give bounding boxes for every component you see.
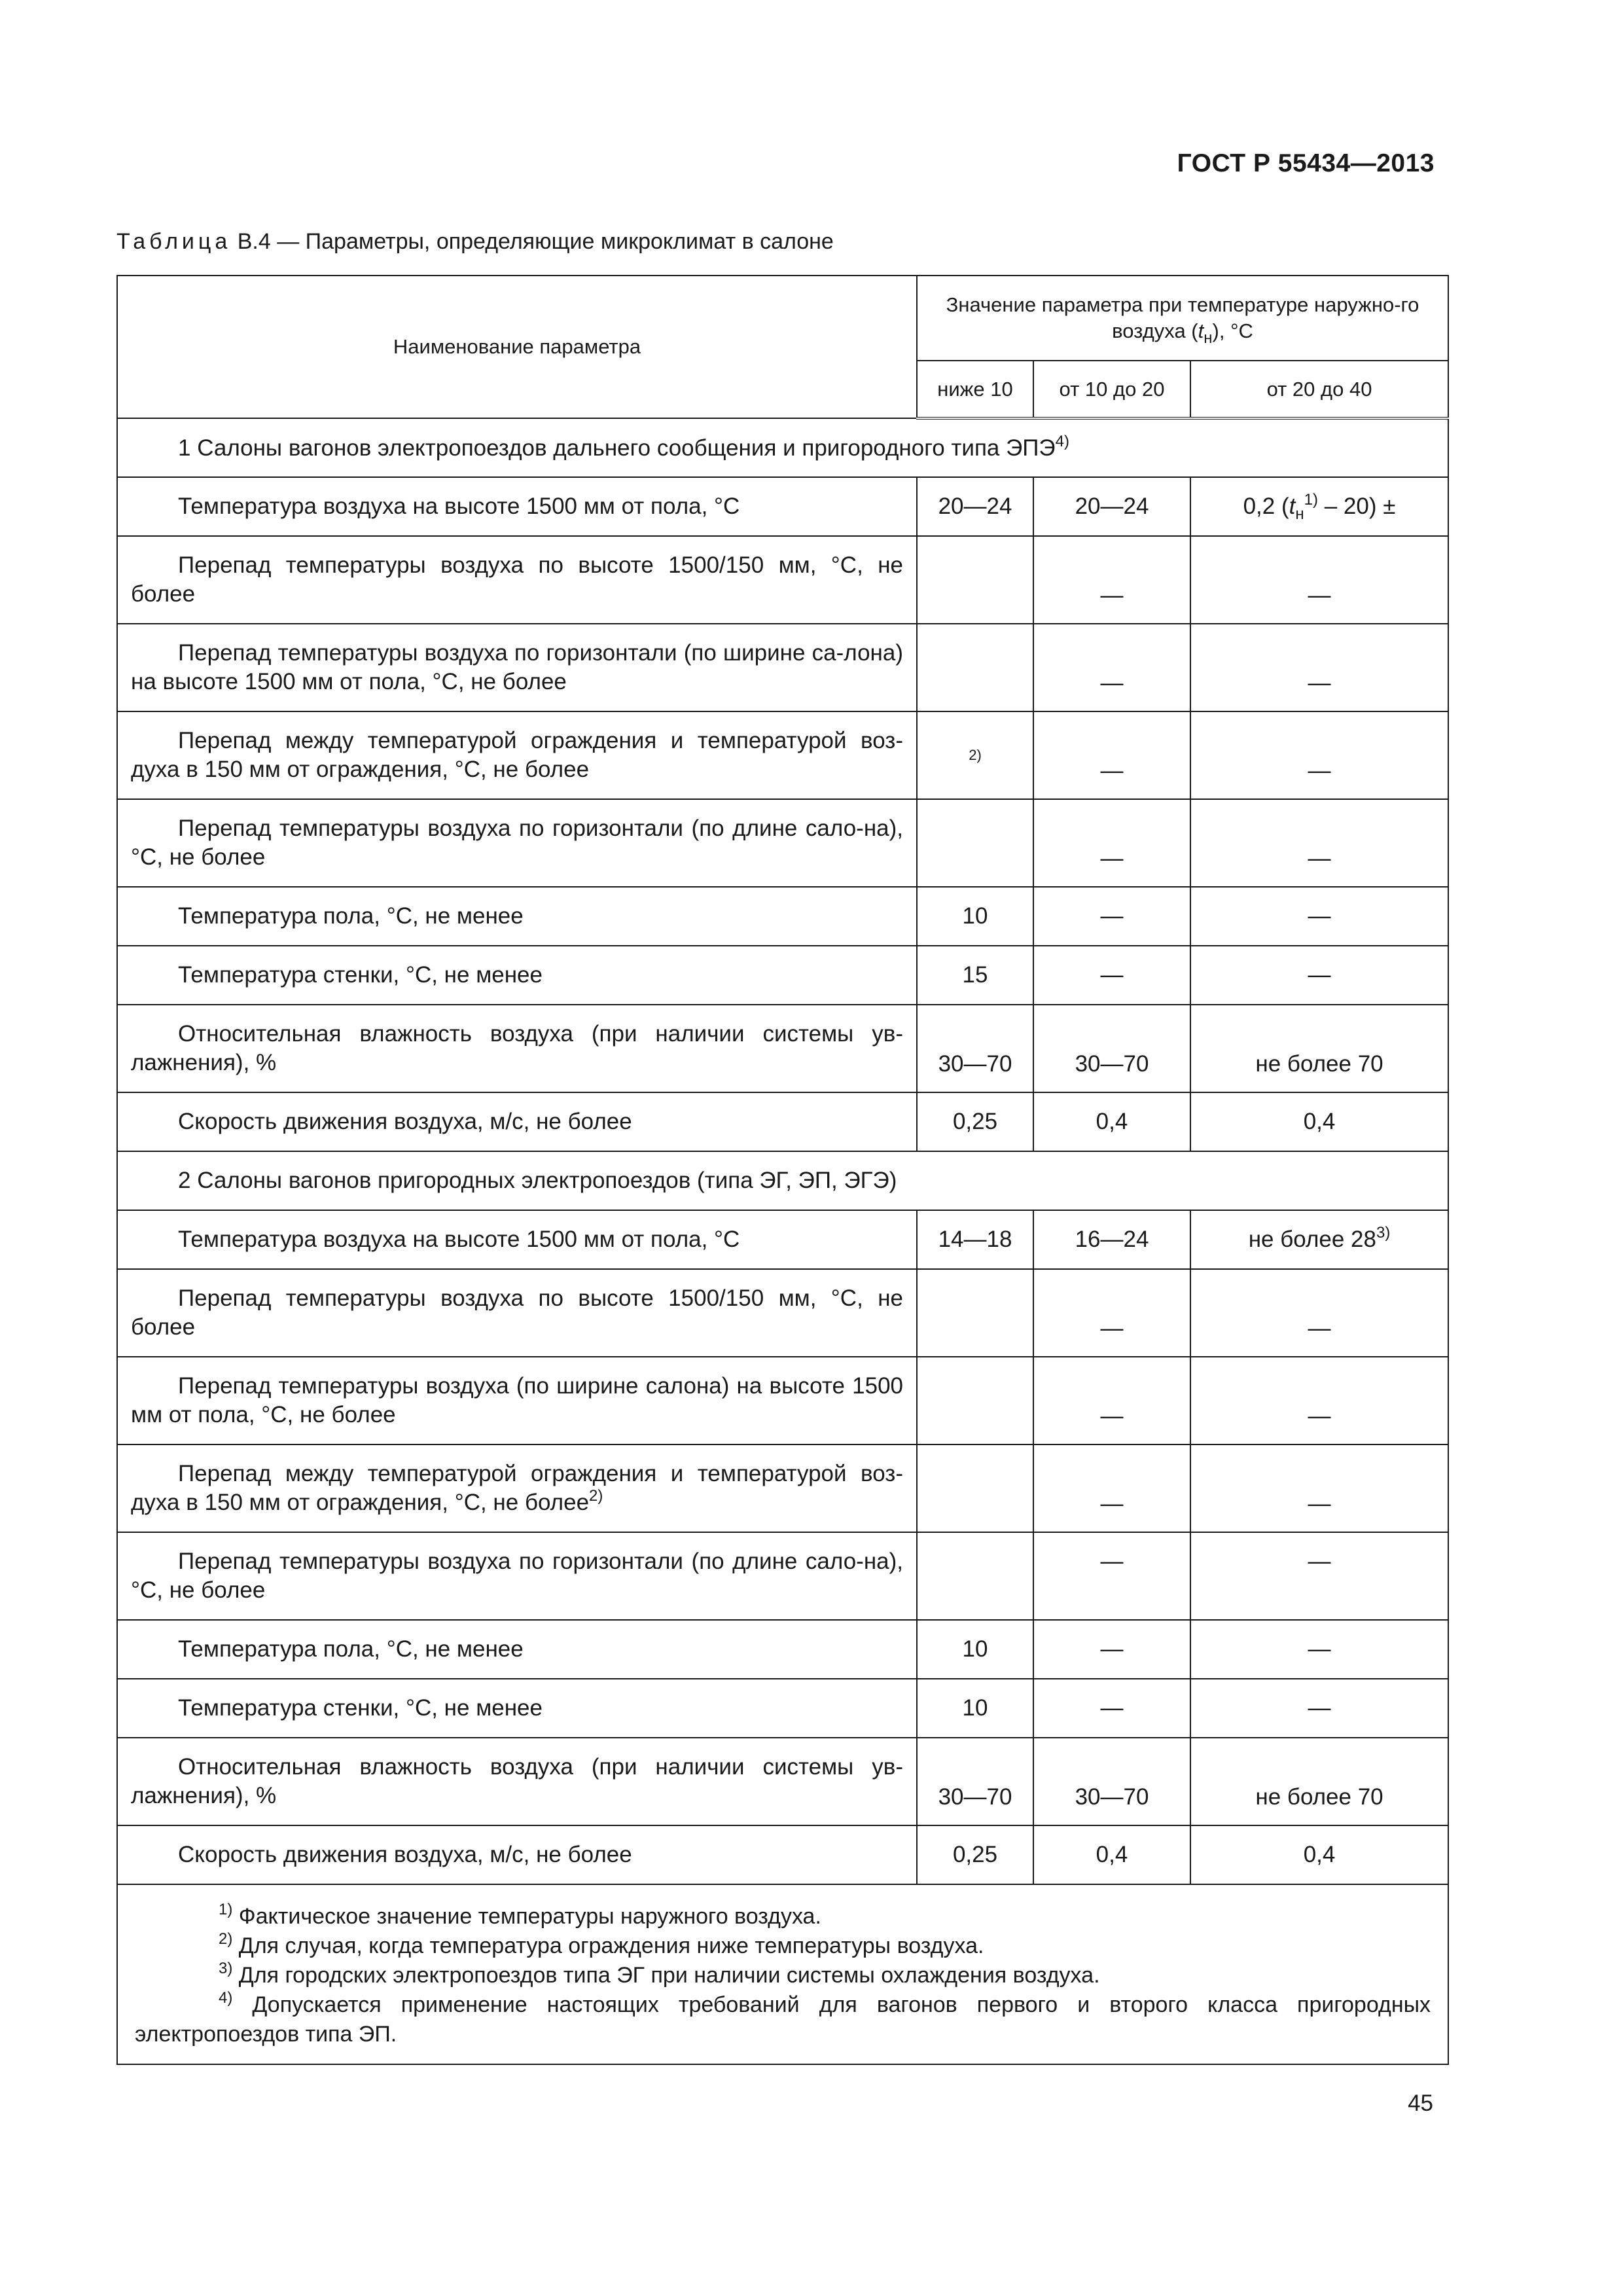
- table-row: [117, 1005, 1448, 1092]
- value-20-40: 0,4: [1190, 1825, 1448, 1884]
- value-10-20: 0,4: [1033, 1825, 1190, 1884]
- value-10-20: —: [1033, 1679, 1190, 1738]
- parameter-name: Перепад температуры воздуха по горизонтали (по длине сало-на), °С, не более: [117, 1532, 917, 1620]
- value-10-20: 0,4: [1033, 1092, 1190, 1151]
- value-below-10: 15: [917, 946, 1033, 1005]
- value-10-20: —: [1033, 1620, 1190, 1679]
- header-col-20-40: от 20 до 40: [1190, 361, 1448, 418]
- table-row: [117, 1532, 1448, 1620]
- value-20-40: —: [1190, 624, 1448, 711]
- table-row: [117, 799, 1448, 887]
- parameter-name: Скорость движения воздуха, м/с, не более: [117, 1825, 917, 1884]
- value-20-40: 0,2 $(t_н^{1)} - 20)$ ±: [1190, 477, 1448, 536]
- value-below-10: [917, 624, 1033, 711]
- value-20-40: не более 28$^{3)}$: [1190, 1210, 1448, 1269]
- header-value-group: Значение параметра при температуре наружно-го воздуха $(t_н)$, °С: [917, 276, 1448, 361]
- parameter-name: Температура пола, °С, не менее: [117, 887, 917, 946]
- value-below-10: 10: [917, 1620, 1033, 1679]
- header-param-column: Наименование параметра: [117, 276, 917, 418]
- parameter-name: Скорость движения воздуха, м/с, не более: [117, 1092, 917, 1151]
- value-below-10: [917, 536, 1033, 624]
- value-10-20: —: [1033, 1269, 1190, 1357]
- value-10-20: 30—70: [1033, 1005, 1190, 1092]
- value-10-20: —: [1033, 799, 1190, 887]
- parameter-name: Относительная влажность воздуха (при наличии системы ув-лажнения), %: [117, 1738, 917, 1825]
- table-caption: [116, 229, 834, 255]
- value-20-40: —: [1190, 1269, 1448, 1357]
- value-below-10: 30—70: [917, 1738, 1033, 1825]
- value-10-20: —: [1033, 946, 1190, 1005]
- footnote: $^{1)}$ Фактическое значение температуры наружного воздуха.: [219, 1901, 821, 1929]
- value-10-20: —: [1033, 887, 1190, 946]
- value-below-10: 14—18: [917, 1210, 1033, 1269]
- value-below-10: 0,25: [917, 1092, 1033, 1151]
- value-10-20: 20—24: [1033, 477, 1190, 536]
- value-20-40: —: [1190, 887, 1448, 946]
- table-footnotes: [117, 1884, 1448, 2064]
- document-header: ГОСТ Р 55434—2013: [1177, 149, 1435, 177]
- page-number: 45: [1408, 2090, 1433, 2116]
- value-10-20: —: [1033, 1357, 1190, 1444]
- table-row: [117, 1357, 1448, 1444]
- parameter-name: Перепад температуры воздуха по высоте 1500/150 мм, °С, не более: [117, 1269, 917, 1357]
- value-below-10: 2): [917, 711, 1033, 799]
- value-20-40: —: [1190, 711, 1448, 799]
- section-title: 2 Салоны вагонов пригородных электропоездов (типа ЭГ, ЭП, ЭГЭ): [117, 1151, 1448, 1210]
- parameter-name: Температура пола, °С, не менее: [117, 1620, 917, 1679]
- value-below-10: [917, 1532, 1033, 1620]
- header-col-10-20: от 10 до 20: [1033, 361, 1190, 418]
- section-title: 1 Салоны вагонов электропоездов дальнего сообщения и пригородного типа ЭПЭ$^{4)}$: [117, 418, 1448, 477]
- value-20-40: не более 70: [1190, 1005, 1448, 1092]
- value-10-20: 30—70: [1033, 1738, 1190, 1825]
- table-row: [117, 1738, 1448, 1825]
- caption-prefix: Таблица: [116, 229, 232, 254]
- value-below-10: [917, 799, 1033, 887]
- table-row: [117, 711, 1448, 799]
- value-20-40: 0,4: [1190, 1092, 1448, 1151]
- value-below-10: 10: [917, 887, 1033, 946]
- table-row: [117, 1210, 1448, 1269]
- value-20-40: —: [1190, 1679, 1448, 1738]
- footnote: $^{3)}$ Для городских электропоездов типа ЭГ при наличии системы охлаждения воздуха.: [219, 1960, 1100, 1988]
- value-below-10: 10: [917, 1679, 1033, 1738]
- footnote: $^{4)}$ Допускается применение настоящих требований для вагонов первого и второго класса пригородных электропоездов типа ЭП.: [135, 1989, 1431, 2047]
- table-row: [117, 946, 1448, 1005]
- value-20-40: —: [1190, 1444, 1448, 1532]
- table-row: [117, 624, 1448, 711]
- value-10-20: 16—24: [1033, 1210, 1190, 1269]
- header-col-below-10: ниже 10: [917, 361, 1033, 418]
- value-20-40: —: [1190, 799, 1448, 887]
- parameter-name: Перепад между температурой ограждения и температурой воз-духа в 150 мм от ограждения, °С, не более$^{2)}$: [117, 1444, 917, 1532]
- table-row: [117, 536, 1448, 624]
- microclimate-table: [116, 275, 1449, 2065]
- caption-text: В.4 — Параметры, определяющие микроклимат в салоне: [231, 229, 834, 254]
- parameter-name: Перепад температуры воздуха по высоте 1500/150 мм, °С, не более: [117, 536, 917, 624]
- value-below-10: [917, 1357, 1033, 1444]
- value-10-20: —: [1033, 1532, 1190, 1620]
- parameter-name: Температура воздуха на высоте 1500 мм от пола, °С: [117, 477, 917, 536]
- value-20-40: не более 70: [1190, 1738, 1448, 1825]
- value-below-10: [917, 1444, 1033, 1532]
- parameter-name: Температура стенки, °С, не менее: [117, 946, 917, 1005]
- value-10-20: —: [1033, 1444, 1190, 1532]
- value-10-20: —: [1033, 536, 1190, 624]
- value-below-10: [917, 1269, 1033, 1357]
- value-below-10: 20—24: [917, 477, 1033, 536]
- table-row: [117, 1092, 1448, 1151]
- parameter-name: Перепад между температурой ограждения и температурой воз-духа в 150 мм от ограждения, °С, не более: [117, 711, 917, 799]
- table-row: [117, 477, 1448, 536]
- table-row: [117, 1825, 1448, 1884]
- table-row: [117, 1269, 1448, 1357]
- value-10-20: —: [1033, 624, 1190, 711]
- parameter-name: Температура стенки, °С, не менее: [117, 1679, 917, 1738]
- parameter-name: Перепад температуры воздуха по горизонтали (по длине сало-на), °С, не более: [117, 799, 917, 887]
- value-20-40: —: [1190, 1532, 1448, 1620]
- value-20-40: —: [1190, 1357, 1448, 1444]
- value-20-40: —: [1190, 1620, 1448, 1679]
- value-below-10: 30—70: [917, 1005, 1033, 1092]
- value-10-20: —: [1033, 711, 1190, 799]
- value-below-10: 0,25: [917, 1825, 1033, 1884]
- value-20-40: —: [1190, 946, 1448, 1005]
- table-row: [117, 887, 1448, 946]
- parameter-name: Относительная влажность воздуха (при наличии системы ув-лажнения), %: [117, 1005, 917, 1092]
- table-row: [117, 1679, 1448, 1738]
- parameter-name: Температура воздуха на высоте 1500 мм от пола, °С: [117, 1210, 917, 1269]
- table-row: [117, 1444, 1448, 1532]
- parameter-name: Перепад температуры воздуха по горизонтали (по ширине са-лона) на высоте 1500 мм от пола, °С, не более: [117, 624, 917, 711]
- footnote: $^{2)}$ Для случая, когда температура ограждения ниже температуры воздуха.: [219, 1930, 984, 1958]
- value-20-40: —: [1190, 536, 1448, 624]
- table-row: [117, 1620, 1448, 1679]
- parameter-name: Перепад температуры воздуха (по ширине салона) на высоте 1500 мм от пола, °С, не более: [117, 1357, 917, 1444]
